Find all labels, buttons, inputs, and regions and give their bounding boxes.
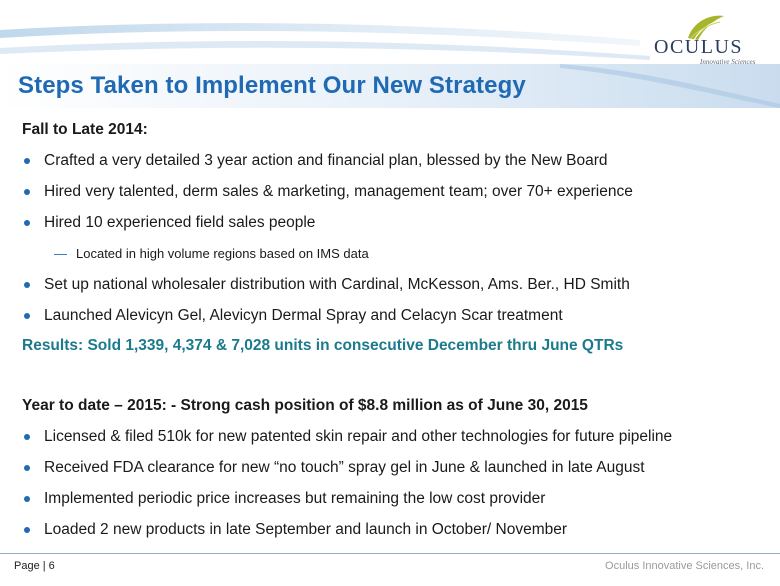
bullet-dot-icon [24,496,30,502]
list-item: Launched Alevicyn Gel, Alevicyn Dermal Spray and Celacyn Scar treatment [22,306,772,326]
bullet-dot-icon [24,527,30,533]
bullet-dot-icon [24,158,30,164]
footer-divider [0,553,780,554]
results-summary: Results: Sold 1,339, 4,374 & 7,028 units in consecutive December thru June QTRs [22,337,624,354]
page-title: Steps Taken to Implement Our New Strategy [18,72,526,99]
list-item: Licensed & filed 510k for new patented skin repair and other technologies for future pipeline [22,427,772,447]
list-item: Crafted a very detailed 3 year action and financial plan, blessed by the New Board [22,151,772,171]
bullet-dot-icon [24,220,30,226]
bullet-list-2015 [22,427,772,540]
page-number: Page | 6 [14,560,55,572]
list-item: Set up national wholesaler distribution with Cardinal, McKesson, Ams. Ber., HD Smith [22,275,772,295]
section-heading-2014: Fall to Late 2014: [22,121,148,138]
list-item: Loaded 2 new products in late September and launch in October/ November [22,520,772,540]
bullet-dot-icon [24,465,30,471]
bullet-dot-icon [24,434,30,440]
dash-icon: — [54,246,67,261]
company-name: Oculus Innovative Sciences, Inc. [605,560,764,572]
list-item: Hired 10 experienced field sales people [22,213,772,233]
bullet-dot-icon [24,189,30,195]
sub-list-item: — Located in high volume regions based on IMS data [22,244,772,264]
slide-body [22,120,772,540]
bullet-dot-icon [24,282,30,288]
logo-tagline: Innovative Sciences [700,58,756,66]
bullet-dot-icon [24,313,30,319]
bullet-list-2014 [22,151,772,326]
list-item: Hired very talented, derm sales & marketing, management team; over 70+ experience [22,182,772,202]
section-heading-2015: Year to date – 2015: - Strong cash position of $8.8 million as of June 30, 2015 [22,397,588,414]
list-item: Received FDA clearance for new “no touch” spray gel in June & launched in late August [22,458,772,478]
logo-wordmark: OCULUS [654,36,744,58]
list-item: Implemented periodic price increases but remaining the low cost provider [22,489,772,509]
